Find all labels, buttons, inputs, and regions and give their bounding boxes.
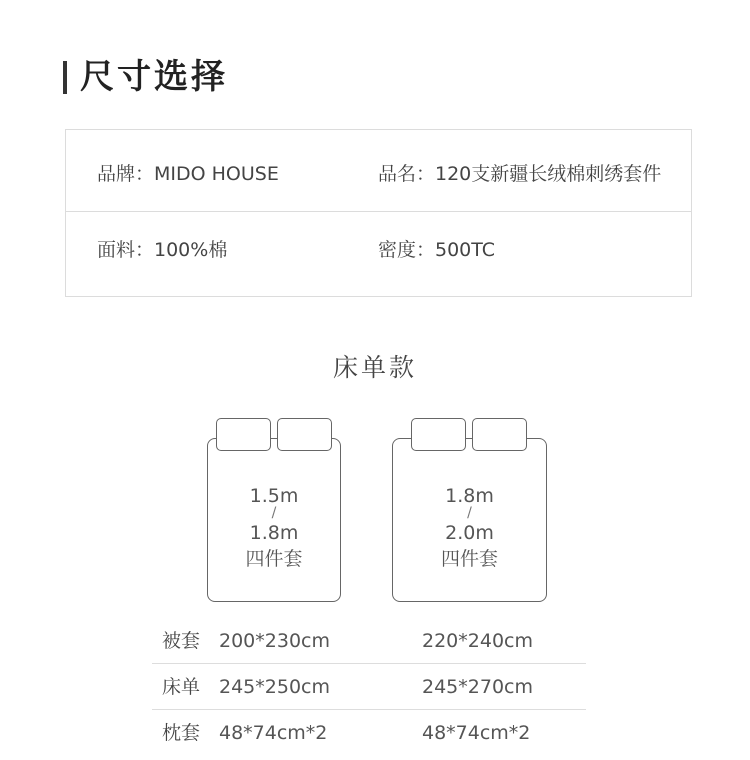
size-value-small-bed: 48*74cm*2 <box>219 722 328 744</box>
density-info: 密度：500TC <box>378 239 496 261</box>
bed-diagram-2 <box>392 418 547 602</box>
size-row-label: 枕套 <box>162 722 201 744</box>
size-value-small-bed: 245*250cm <box>219 676 330 698</box>
size-value-large-bed: 220*240cm <box>422 630 533 652</box>
bed-width-label: 1.8m <box>445 485 494 507</box>
bed-width-label: 1.5m <box>249 485 299 507</box>
pillow-left <box>216 418 271 451</box>
title-accent-bar <box>63 61 67 94</box>
size-row-pillowcase <box>152 710 586 756</box>
brand-info: 品牌：MIDO HOUSE <box>97 163 279 185</box>
size-value-large-bed: 245*270cm <box>422 676 533 698</box>
fabric-info: 面料：100%棉 <box>97 239 228 261</box>
pillow-right <box>472 418 527 451</box>
product-name-info: 品名：120支新疆长绒棉刺绣套件 <box>378 163 662 185</box>
pillow-right <box>277 418 332 451</box>
bed-set-label: 四件套 <box>245 548 303 570</box>
size-row-duvet-cover <box>152 618 586 664</box>
size-row-bed-sheet <box>152 664 586 710</box>
size-value-small-bed: 200*230cm <box>219 630 330 652</box>
bed-length-label: 2.0m <box>445 522 494 544</box>
page-title: 尺寸选择 <box>80 57 228 97</box>
size-row-label: 被套 <box>162 630 201 652</box>
bed-size-separator: / <box>271 505 277 521</box>
section-title: 床单款 <box>332 353 417 382</box>
info-divider <box>66 211 691 212</box>
bed-size-separator: / <box>467 505 472 521</box>
bed-length-label: 1.8m <box>249 522 299 544</box>
bed-diagram-1 <box>207 418 341 602</box>
size-value-large-bed: 48*74cm*2 <box>422 722 531 744</box>
bed-set-label: 四件套 <box>440 548 498 570</box>
size-row-label: 床单 <box>162 676 201 698</box>
pillow-left <box>411 418 466 451</box>
product-info-table <box>65 129 692 297</box>
